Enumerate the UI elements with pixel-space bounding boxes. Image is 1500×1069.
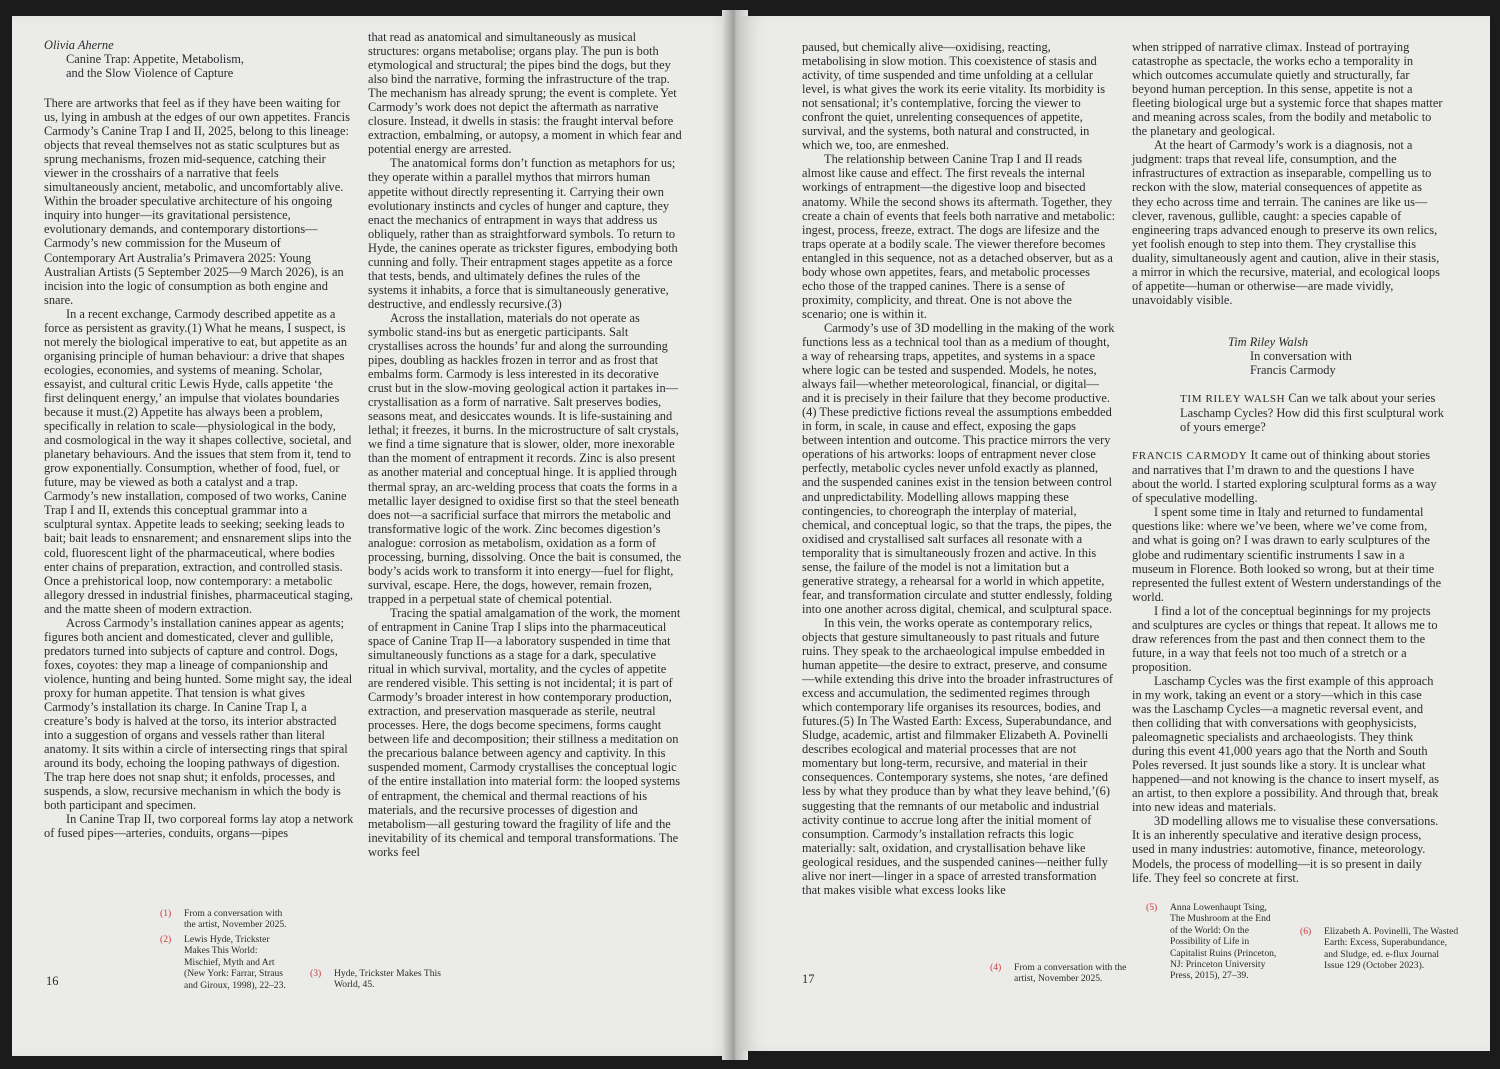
body-paragraph: Laschamp Cycles was the first example of this approach in my work, taking an event or a story—which in this case was the Laschamp Cycles—a magnetic reversal event, and then colliding that with conversations with geophysicists, paleomagnetic specialists and archaeologists. They think during this event 41,000 years ago that the North and South Poles reversed. It just sounds like a story. It is unclear what happened—and not knowing is the chance to insert myself, as an artist, to then explore a possibility. And through that, break into new ideas and materials. <box>1132 673 1439 815</box>
body-paragraph: I find a lot of the conceptual beginnings for my projects and sculptures are cycles or things that repeat. It allows me to draw references from the past and then connect them to the future, in a way that feels not too much of a stretch or a proposition. <box>1132 603 1438 674</box>
question-text: Can we talk about your series Laschamp Cycles? How did this first sculptural work of yours emerge? <box>1180 391 1444 435</box>
body-paragraph: Across the installation, materials do not operate as symbolic stand-ins but as energetic participants. Salt crystallises across the hounds’ fur and along the surrounding pipes, doubling as hackles frozen in terror and as frost that embalms form. Carmody is less interested in its decorative crust but in the slow-moving geological action it partakes in—crystallisation as a form of narrative. Salt preserves bodies, seasons meat, and desiccates wounds. It is life-sustaining and lethal; it freezes, it burns. In the microstructure of salt crystals, we find a time signature that is slower, older, more inexorable than the moment of entrapment it records. Zinc is also present as another material and conceptual hinge. It is applied through thermal spray, an arc-welding process that coats the forms in a metallic layer designed to oxidise first so that the steel beneath does not—a sacrificial surface that mirrors the metabolic and transformative logic of the work. Zinc becomes digestion’s analogue: corrosion as metabolism, oxidation as a form of processing, burning, dissolving. Once the bait is consumed, the body’s acids work to transform it into energy—fuel for flight, survival, escape. Here, the dogs, however, remain frozen, trapped in a perpetual state of chemical potential. <box>368 310 682 606</box>
footnote-number: (5) <box>1146 902 1158 913</box>
body-paragraph: Tracing the spatial amalgamation of the work, the moment of entrapment in Canine Trap I slips into the pharmaceutical space of Canine Trap II—a laboratory suspended in time that simultaneously functions as a stage for a dark, speculative ritual in which survival, mortality, and the cycles of appetite are rendered visible. This setting is not incidental; it is part of Carmody’s broader interest in how contemporary production, extraction, and preservation masquerade as sterile, neutral processes. Here, the dogs become specimens, forms caught between life and decomposition; their stillness a meditation on the precarious balance between agency and captivity. In this suspended moment, Carmody crystallises the conceptual logic of the entire installation into material form: the looped systems of entrapment, the chemical and thermal reactions of his materials, and the recursive processes of digestion and metabolism—all gesturing toward the fragility of life and the inevitability of its chemical and temporal transformations. The works feel <box>368 605 681 859</box>
essay-title-line-1: Canine Trap: Appetite, Metabolism, <box>66 52 244 67</box>
footnote-number: (2) <box>160 934 172 945</box>
footnote-number: (4) <box>990 962 1002 973</box>
left-page <box>12 16 736 1056</box>
essay-author: Olivia Aherne <box>44 38 114 52</box>
footnote-number: (1) <box>160 908 172 919</box>
left-page-column-1 <box>44 96 354 840</box>
body-paragraph: At the heart of Carmody’s work is a diagnosis, not a judgment: traps that reveal life, consumption, and the infrastructures of extraction as inseparable, compelling us to reckon with the slow, material consequences of appetite as they echo across time and terrain. The canines are like us—clever, ravenous, gullible, caught: a species capable of engineering traps advanced enough to preserve its own relics, yet foolish enough to step into them. They crystallise this duality, simultaneously agent and caution, alive in their stasis, a mirror in which the recursive, material, and ecological loops of appetite—human or otherwise—are made vividly, unavoidably visible. <box>1132 138 1440 307</box>
footnote-number: (3) <box>310 968 322 979</box>
interview-question-1 <box>1132 391 1444 434</box>
body-paragraph: Carmody’s use of 3D modelling in the making of the work functions less as a technical tool than as a medium of thought, a way of rehearsing traps, appetites, and systems in a space where logic can be tested and suspended. Models, he notes, always fail—whether meteorological, financial, or digital—and it is precisely in their failure that they become productive.(4) These predictive fictions reveal the assumptions embedded in form, in scale, in cause and effect, exposing the gaps between intention and outcome. This practice mirrors the very operations of his artworks: loops of entrapment never close perfectly, metabolic cycles never unfold exactly as planned, and the suspended canines exist in the tension between control and unpredictability. Modelling allows mapping these contingencies, to choreograph the interplay of material, chemical, and conceptual logic, so that the traps, the pipes, the oxidised and crystallised salt surfaces all resonate with a temporality that is simultaneously frozen and active. In this sense, the failure of the model is not a limitation but a generative strategy, a rehearsal for a world in which appetite, fear, and transformation circulate and stutter endlessly, folding into one another across digital, chemical, and sculptural space. <box>802 320 1115 616</box>
body-paragraph: paused, but chemically alive—oxidising, reacting, metabolising in slow motion. This coexistence of stasis and activity, of time suspended and time unfolding at a cellular level, is what gives the work its eerie vitality. Its morbidity is not sensational; it’s contemplative, forcing the viewer to confront the quiet, unrelenting consequences of appetite, survival, and the systems, both natural and constructed, in which we, too, are enmeshed. <box>802 40 1106 153</box>
footnote-text: From a conversation with the artist, November 2025. <box>184 908 287 931</box>
speaker-name: FRANCIS CARMODY <box>1132 450 1248 463</box>
body-paragraph: Across Carmody’s installation canines appear as agents; figures both ancient and domesticated, clever and gullible, predators turned into subjects of capture and control. Dogs, foxes, coyotes: they map a lineage of companionship and violence, hunting and being hunted. Some might say, the ideal proxy for human appetite. That tension is what gives Carmody’s installation its charge. In Canine Trap I, a creature’s body is halved at the torso, its interior abstracted into a suggestion of organs and vessels rather than literal anatomy. It sits within a circle of intersecting rings that spiral around its body, echoing the looping pathways of digestion. The trap here does not snap shut; it enfolds, processes, and suspends, a slow, recursive mechanism in which the body is both participant and specimen. <box>44 615 353 813</box>
body-paragraph: The relationship between Canine Trap I and II reads almost like cause and effect. The first reveals the internal workings of entrapment—the digestive loop and bisected anatomy. While the second shows its aftermath. Together, they create a chain of events that feels both narrative and metabolic: ingest, process, freeze, extract. The dogs are lifesize and the traps operate at a bodily scale. The viewer therefore becomes entangled in this sequence, not as a detached observer, but as a body whose own appetites, fears, and metabolic processes echo those of the trapped canines. There is a sense of proximity, complicity, and threat. One is not above the scenario; one is within it. <box>802 152 1116 321</box>
body-paragraph: In Canine Trap II, two corporeal forms lay atop a network of fused pipes—arteries, conduits, organs—pipes <box>44 812 354 841</box>
right-page-column-1 <box>802 40 1116 897</box>
footnote-text: From a conversation with the artist, November 2025. <box>1014 962 1127 985</box>
footnote-5 <box>1146 902 1281 982</box>
body-paragraph: In this vein, the works operate as contemporary relics, objects that gesture simultaneously to past rituals and future ruins. They speak to the archaeological impulse embedded in human appetite—the desire to extract, preserve, and consume—while extending this drive into the broader infrastructures of excess and accumulation, the sedimented regimes through which contemporary life organises its resources, bodies, and futures.(5) In The Wasted Earth: Excess, Superabundance, and Sludge, academic, artist and filmmaker Elizabeth A. Povinelli describes ecological and material processes that are not momentary but long-term, recursive, and material in their consequences. Contemporary systems, she notes, ‘are defined less by what they produce than by what they leave behind,’(6) suggesting that the remnants of our metabolic and industrial activity continue to accrue long after the initial moment of consumption. Carmody’s installation refracts this logic materially: salt, oxidation, and crystallisation behave like geological residues, and the suspended canines—neither fully alive nor inert—linger in a space of arrested transformation that makes visible what excess looks like <box>802 615 1114 897</box>
right-page <box>740 16 1490 1051</box>
footnote-text: Elizabeth A. Povinelli, The Wasted Earth: Excess, Superabundance, and Sludge, ed. e-flux Journal Issue 129 (October 2023). <box>1324 926 1459 972</box>
footnote-3 <box>310 968 460 991</box>
body-paragraph: The anatomical forms don’t function as metaphors for us; they operate within a parallel mythos that mirrors human appetite without directly representing it. Carrying their own evolutionary instincts and cycles of hunger and capture, they enact the mechanics of entrapment in ways that address us obliquely, rather than as straightforward symbols. To return to Hyde, the canines operate as trickster figures, embodying both cunning and folly. Their entrapment stages appetite as a force that tests, bends, and ultimately defines the rules of the systems it inhabits, a force that is simultaneously generative, destructive, and endlessly recursive.(3) <box>368 156 678 311</box>
answer-text: It came out of thinking about stories and narratives that I’m drawn to and the questions I have about the world. I started exploring sculptural forms as a way of speculative modelling. <box>1132 448 1437 506</box>
footnote-4 <box>990 962 1130 985</box>
speaker-name: TIM RILEY WALSH <box>1180 393 1286 406</box>
body-paragraph: I spent some time in Italy and returned to fundamental questions like: where we’ve been, where we’ve come from, and what is going on? I was drawn to early sculptures of the globe and rudimentary scientific instruments I saw in a museum in Florence. Both looked so wrong, but at their time represented the fullest extent of Western understandings of the world. <box>1132 505 1442 604</box>
essay-byline <box>44 38 344 80</box>
footnote-text: Hyde, Trickster Makes This World, 45. <box>334 968 441 991</box>
footnote-text: Lewis Hyde, Trickster Makes This World: Mischief, Myth and Art (New York: Farrar, Straus and Giroux, 1998), 22–23. <box>184 934 286 991</box>
essay-title-line-2: and the Slow Violence of Capture <box>66 66 234 81</box>
body-paragraph: that read as anatomical and simultaneously as musical structures: organs metabolise; organs play. The pun is both etymological and structural; the pipes bind the dogs, but they also bind the narrative, forming the infrastructure of the trap. The mechanism has already sprung; the event is complete. Yet Carmody’s work does not depict the aftermath as narrative closure. Instead, it dwells in stasis: the fraught interval before extraction, embalming, or autopsy, a moment in which fear and potential energy are arrested. <box>368 30 682 157</box>
footnote-number: (6) <box>1300 926 1312 937</box>
page-number-right: 17 <box>802 972 815 986</box>
body-paragraph: There are artworks that feel as if they have been waiting for us, lying in ambush at the edges of our own appetites. Francis Carmody’s Canine Trap I and II, 2025, belong to this lineage: objects that reveal themselves not as static sculptures but as sprung mechanisms, frozen mid-sequence, catching their viewer in the crosshairs of a narrative that feels simultaneously ancient, metabolic, and uncomfortably alive. Within the broader speculative architecture of his ongoing inquiry into hunger—its gravitational persistence, evolutionary demands, and contemporary distortions—Carmody’s new commission for the Museum of Contemporary Art Australia’s Primavera 2025: Young Australian Artists (5 September 2025—9 March 2026), is an incision into the logic of consumption as both engine and snare. <box>44 96 350 307</box>
interview-answer-1 <box>1132 448 1444 505</box>
footnote-2 <box>160 934 290 991</box>
left-page-column-2 <box>368 30 682 859</box>
interview-author: Tim Riley Walsh <box>1228 334 1309 349</box>
body-paragraph: when stripped of narrative climax. Instead of portraying catastrophe as spectacle, the works echo a temporality in which outcomes accumulate quietly and structurally, far beyond human perception. In this sense, appetite is not a fleeting biological urge but a systemic force that shapes matter and meaning across scales, from the bodily and metabolic to the planetary and geological. <box>1132 40 1443 139</box>
interview-byline-line-3: Francis Carmody <box>1250 362 1336 377</box>
right-page-column-2 <box>1132 40 1444 885</box>
body-paragraph: In a recent exchange, Carmody described appetite as a force as persistent as gravity.(1) What he means, I suspect, is not merely the biological imperative to eat, but appetite as an organising principle of human behaviour: a drive that shapes ecologies, economies, and systems of meaning. Scholar, essayist, and cultural critic Lewis Hyde, calls appetite ‘the first delinquent energy,’ an impulse that violates boundaries because it must.(2) Appetite has always been a problem, specifically in relation to scale—physiological in the body, and cosmological in the way it shapes collective, societal, and planetary behaviours. And the issues that stem from it, tend to grow exponentially. Consumption, whether of food, fuel, or future, may be viewed as both a catalyst and a trap. Carmody’s new installation, composed of two works, Canine Trap I and II, extends this conceptual grammar into a sculptural syntax. Appetite leads to seeking; seeking leads to bait; bait leads to ensnarement; and ensnarement slips into the cold, fluorescent light of the pharmaceutical, where bodies enter chains of preparation, extraction, and controlled stasis. Once a prehistorical loop, now contemporary: a metabolic allegory dressed in industrial finishes, pharmaceutical staging, and the matte sheen of modern extraction. <box>44 306 353 616</box>
interview-byline-line-2: In conversation with <box>1250 348 1352 363</box>
page-number-left: 16 <box>46 974 59 988</box>
footnote-1 <box>160 908 290 931</box>
footnote-6 <box>1300 926 1460 972</box>
body-paragraph: 3D modelling allows me to visualise these conversations. It is an inherently speculative and iterative design process, used in many industries: automotive, finance, meteorology. Models, the process of modelling—it is so present in daily life. They feel so concrete at first. <box>1132 814 1439 885</box>
footnote-text: Anna Lowenhaupt Tsing, The Mushroom at the End of the World: On the Possibility of Life in Capitalist Ruins (Princeton, NJ: Princeton University Press, 2015), 27–39. <box>1170 902 1277 982</box>
interview-byline <box>1132 335 1444 377</box>
